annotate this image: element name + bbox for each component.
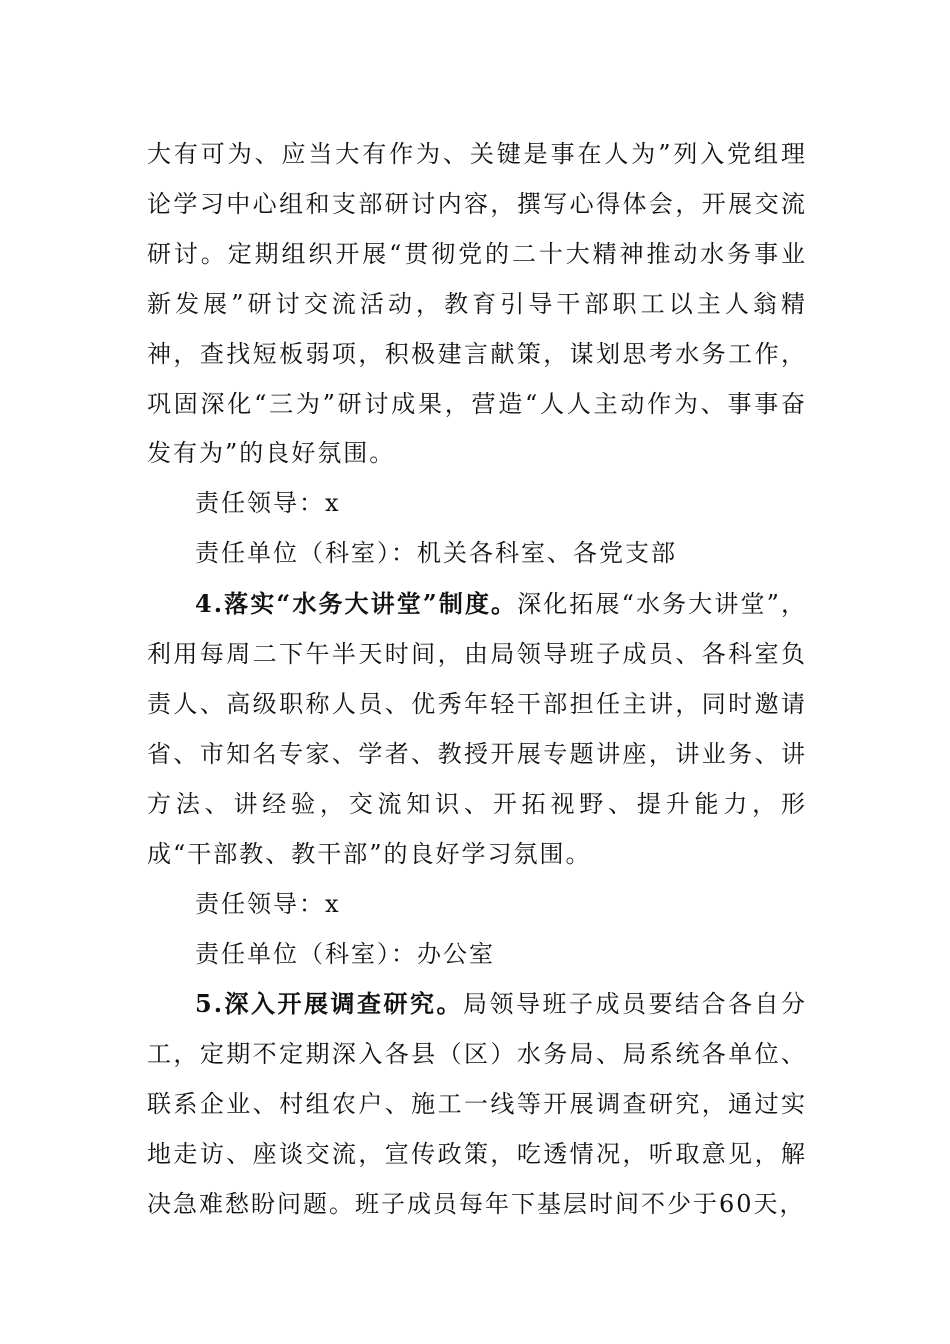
paragraph-text: 责任单位（科室）：办公室 [195, 939, 495, 968]
responsible-unit-line [147, 930, 807, 980]
section-heading: 5.深入开展调查研究。 [195, 989, 464, 1019]
paragraph-text: 深化拓展“水务大讲堂”，利用每周二下午半天时间，由局领导班子成员、各科室负责人、高级职称人员、优秀年轻干部担任主讲，同时邀请省、市知名专家、学者、教授开展专题讲座，讲业务、讲方法、讲经验，交流知识、开拓视野、提升能力，形成“干部教、教干部”的良好学习氛围。 [147, 590, 807, 868]
paragraph-text: 责任领导：x [195, 489, 341, 518]
paragraph-text: 责任单位（科室）：机关各科室、各党支部 [195, 539, 677, 568]
paragraph-text: 局领导班子成员要结合各自分工，定期不定期深入各县（区）水务局、局系统各单位、联系企业、村组农户、施工一线等开展调查研究，通过实地走访、座谈交流，宣传政策，吃透情况，听取意见，解决急难愁盼问题。班子成员每年下基层时间不少于60天， [147, 990, 807, 1219]
section-heading: 4.落实“水务大讲堂”制度。 [195, 589, 518, 619]
section-4-paragraph [147, 579, 807, 879]
section-5-paragraph [147, 979, 807, 1230]
paragraph-text: 责任领导：x [195, 889, 341, 918]
responsible-leader-line [147, 479, 807, 529]
responsible-leader-line [147, 880, 807, 930]
paragraph-continuation [147, 130, 807, 479]
paragraph-text: 大有可为、应当大有作为、关键是事在人为”列入党组理论学习中心组和支部研讨内容，撰写心得体会，开展交流研讨。定期组织开展“贯彻党的二十大精神推动水务事业新发展”研讨交流活动，教育引导干部职工以主人翁精神，查找短板弱项，积极建言献策，谋划思考水务工作，巩固深化“三为”研讨成果，营造“人人主动作为、事事奋发有为”的良好氛围。 [147, 140, 807, 468]
document-body [147, 130, 807, 1230]
responsible-unit-line [147, 529, 807, 579]
